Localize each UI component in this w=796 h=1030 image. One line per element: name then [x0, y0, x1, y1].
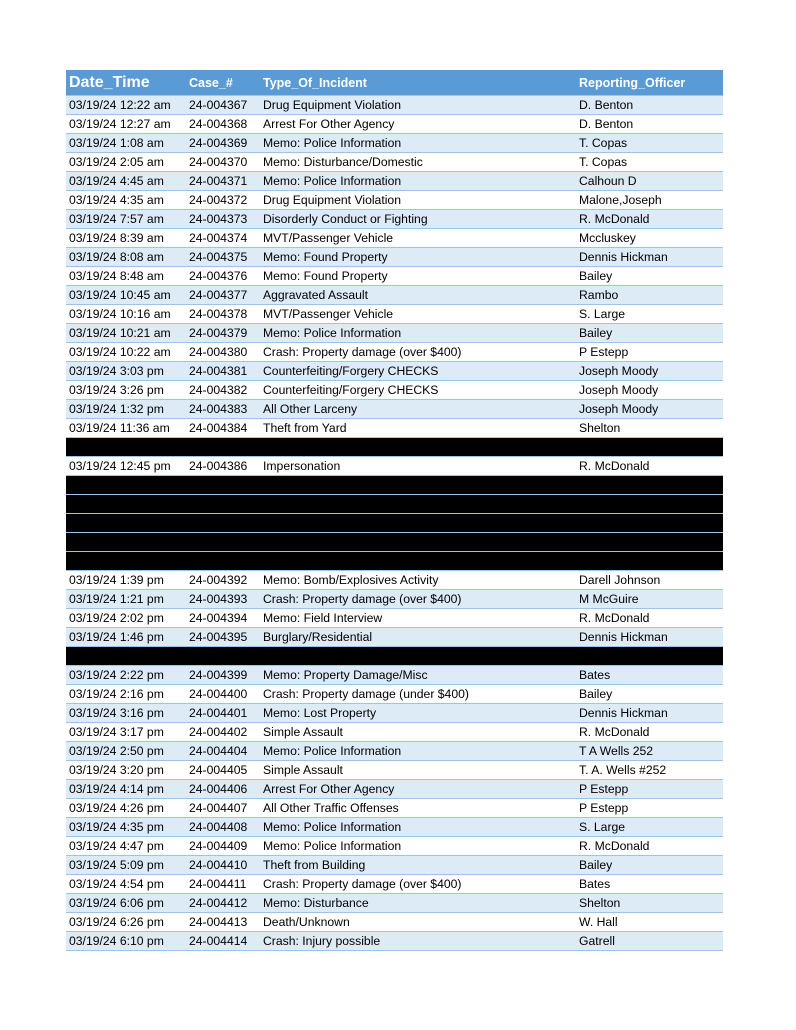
table-row: [66, 96, 723, 115]
cell-case-number: 24-004382: [186, 381, 260, 400]
header-reporting-officer: Reporting_Officer: [576, 70, 723, 96]
cell-type-of-incident: Memo: Property Damage/Misc: [260, 666, 576, 685]
cell-case-number: 24-004371: [186, 172, 260, 191]
cell-date-time: 03/19/24 8:08 am: [66, 248, 186, 267]
table-row: [66, 666, 723, 685]
cell-case-number: 24-004383: [186, 400, 260, 419]
cell-date-time: 03/19/24 8:39 am: [66, 229, 186, 248]
cell-case-number: 24-004404: [186, 742, 260, 761]
cell-case-number: 24-004373: [186, 210, 260, 229]
table-row: [66, 894, 723, 913]
cell-case-number: 24-004410: [186, 856, 260, 875]
redaction-bar: [66, 552, 723, 571]
cell-reporting-officer: Rambo: [576, 286, 723, 305]
table-row: [66, 115, 723, 134]
cell-reporting-officer: P Estepp: [576, 780, 723, 799]
cell-date-time: 03/19/24 6:06 pm: [66, 894, 186, 913]
cell-type-of-incident: Burglary/Residential: [260, 628, 576, 647]
cell-reporting-officer: R. McDonald: [576, 837, 723, 856]
cell-case-number: 24-004369: [186, 134, 260, 153]
table-row: [66, 856, 723, 875]
cell-type-of-incident: Disorderly Conduct or Fighting: [260, 210, 576, 229]
cell-date-time: 03/19/24 4:54 pm: [66, 875, 186, 894]
cell-case-number: 24-004394: [186, 609, 260, 628]
incident-log-table: [66, 70, 723, 951]
table-row: [66, 818, 723, 837]
cell-type-of-incident: Crash: Property damage (over $400): [260, 875, 576, 894]
redacted-row: [66, 476, 723, 495]
table-row: [66, 609, 723, 628]
cell-type-of-incident: Memo: Police Information: [260, 837, 576, 856]
cell-date-time: 03/19/24 2:16 pm: [66, 685, 186, 704]
cell-type-of-incident: Memo: Police Information: [260, 818, 576, 837]
cell-type-of-incident: Memo: Police Information: [260, 134, 576, 153]
cell-reporting-officer: R. McDonald: [576, 609, 723, 628]
cell-case-number: 24-004372: [186, 191, 260, 210]
table-row: [66, 400, 723, 419]
cell-reporting-officer: Bates: [576, 875, 723, 894]
cell-reporting-officer: T. A. Wells #252: [576, 761, 723, 780]
table-header-row: [66, 70, 723, 96]
table-row: [66, 685, 723, 704]
cell-date-time: 03/19/24 10:22 am: [66, 343, 186, 362]
cell-reporting-officer: Bailey: [576, 856, 723, 875]
cell-reporting-officer: S. Large: [576, 305, 723, 324]
cell-type-of-incident: Memo: Bomb/Explosives Activity: [260, 571, 576, 590]
cell-date-time: 03/19/24 4:26 pm: [66, 799, 186, 818]
table-row: [66, 457, 723, 476]
cell-case-number: 24-004392: [186, 571, 260, 590]
table-row: [66, 229, 723, 248]
cell-case-number: 24-004380: [186, 343, 260, 362]
table-row: [66, 742, 723, 761]
cell-date-time: 03/19/24 1:39 pm: [66, 571, 186, 590]
cell-reporting-officer: M McGuire: [576, 590, 723, 609]
cell-type-of-incident: All Other Larceny: [260, 400, 576, 419]
cell-date-time: 03/19/24 8:48 am: [66, 267, 186, 286]
cell-reporting-officer: R. McDonald: [576, 723, 723, 742]
table-body: [66, 96, 723, 951]
cell-date-time: 03/19/24 3:17 pm: [66, 723, 186, 742]
cell-case-number: 24-004400: [186, 685, 260, 704]
cell-type-of-incident: Memo: Police Information: [260, 742, 576, 761]
cell-case-number: 24-004405: [186, 761, 260, 780]
cell-case-number: 24-004368: [186, 115, 260, 134]
table-row: [66, 590, 723, 609]
table-row: [66, 628, 723, 647]
cell-type-of-incident: Simple Assault: [260, 761, 576, 780]
cell-reporting-officer: D. Benton: [576, 115, 723, 134]
cell-type-of-incident: Drug Equipment Violation: [260, 96, 576, 115]
header-type-of-incident: Type_Of_Incident: [260, 70, 576, 96]
cell-reporting-officer: Bailey: [576, 267, 723, 286]
cell-case-number: 24-004402: [186, 723, 260, 742]
cell-case-number: 24-004413: [186, 913, 260, 932]
cell-reporting-officer: Darell Johnson: [576, 571, 723, 590]
table-row: [66, 761, 723, 780]
cell-reporting-officer: Joseph Moody: [576, 362, 723, 381]
cell-date-time: 03/19/24 1:32 pm: [66, 400, 186, 419]
cell-date-time: 03/19/24 1:21 pm: [66, 590, 186, 609]
table-row: [66, 191, 723, 210]
table-row: [66, 723, 723, 742]
cell-type-of-incident: Counterfeiting/Forgery CHECKS: [260, 381, 576, 400]
redaction-bar: [66, 495, 723, 514]
cell-date-time: 03/19/24 4:35 am: [66, 191, 186, 210]
cell-type-of-incident: Death/Unknown: [260, 913, 576, 932]
cell-case-number: 24-004409: [186, 837, 260, 856]
cell-case-number: 24-004374: [186, 229, 260, 248]
cell-date-time: 03/19/24 4:47 pm: [66, 837, 186, 856]
table-row: [66, 324, 723, 343]
cell-reporting-officer: Joseph Moody: [576, 381, 723, 400]
header-date-time: Date_Time: [66, 70, 186, 96]
cell-reporting-officer: Bailey: [576, 324, 723, 343]
cell-type-of-incident: Simple Assault: [260, 723, 576, 742]
cell-date-time: 03/19/24 2:22 pm: [66, 666, 186, 685]
cell-date-time: 03/19/24 11:36 am: [66, 419, 186, 438]
cell-type-of-incident: Counterfeiting/Forgery CHECKS: [260, 362, 576, 381]
cell-type-of-incident: Arrest For Other Agency: [260, 115, 576, 134]
cell-date-time: 03/19/24 4:45 am: [66, 172, 186, 191]
cell-reporting-officer: Malone,Joseph: [576, 191, 723, 210]
cell-reporting-officer: Calhoun D: [576, 172, 723, 191]
cell-type-of-incident: Aggravated Assault: [260, 286, 576, 305]
cell-reporting-officer: Dennis Hickman: [576, 628, 723, 647]
cell-case-number: 24-004384: [186, 419, 260, 438]
cell-case-number: 24-004378: [186, 305, 260, 324]
cell-case-number: 24-004367: [186, 96, 260, 115]
cell-date-time: 03/19/24 7:57 am: [66, 210, 186, 229]
table-row: [66, 210, 723, 229]
cell-case-number: 24-004386: [186, 457, 260, 476]
redacted-row: [66, 495, 723, 514]
cell-type-of-incident: MVT/Passenger Vehicle: [260, 305, 576, 324]
cell-reporting-officer: T. Copas: [576, 134, 723, 153]
cell-date-time: 03/19/24 3:26 pm: [66, 381, 186, 400]
cell-date-time: 03/19/24 1:08 am: [66, 134, 186, 153]
cell-case-number: 24-004377: [186, 286, 260, 305]
table-row: [66, 875, 723, 894]
cell-reporting-officer: P Estepp: [576, 343, 723, 362]
cell-type-of-incident: Memo: Police Information: [260, 324, 576, 343]
table-row: [66, 419, 723, 438]
cell-type-of-incident: Theft from Building: [260, 856, 576, 875]
cell-type-of-incident: All Other Traffic Offenses: [260, 799, 576, 818]
cell-type-of-incident: Crash: Property damage (over $400): [260, 590, 576, 609]
cell-reporting-officer: Gatrell: [576, 932, 723, 951]
redacted-row: [66, 514, 723, 533]
cell-case-number: 24-004393: [186, 590, 260, 609]
cell-case-number: 24-004395: [186, 628, 260, 647]
cell-date-time: 03/19/24 3:16 pm: [66, 704, 186, 723]
cell-reporting-officer: Joseph Moody: [576, 400, 723, 419]
cell-case-number: 24-004381: [186, 362, 260, 381]
cell-type-of-incident: Memo: Field Interview: [260, 609, 576, 628]
cell-type-of-incident: Memo: Disturbance/Domestic: [260, 153, 576, 172]
redacted-row: [66, 438, 723, 457]
cell-reporting-officer: Dennis Hickman: [576, 248, 723, 267]
cell-date-time: 03/19/24 3:20 pm: [66, 761, 186, 780]
cell-case-number: 24-004375: [186, 248, 260, 267]
table-row: [66, 305, 723, 324]
cell-date-time: 03/19/24 12:45 pm: [66, 457, 186, 476]
cell-date-time: 03/19/24 4:14 pm: [66, 780, 186, 799]
table-row: [66, 172, 723, 191]
cell-reporting-officer: S. Large: [576, 818, 723, 837]
cell-case-number: 24-004376: [186, 267, 260, 286]
cell-case-number: 24-004414: [186, 932, 260, 951]
table-row: [66, 248, 723, 267]
redaction-bar: [66, 514, 723, 533]
table-row: [66, 571, 723, 590]
cell-type-of-incident: Drug Equipment Violation: [260, 191, 576, 210]
cell-type-of-incident: Memo: Lost Property: [260, 704, 576, 723]
cell-type-of-incident: Crash: Property damage (under $400): [260, 685, 576, 704]
cell-date-time: 03/19/24 4:35 pm: [66, 818, 186, 837]
table-row: [66, 780, 723, 799]
cell-case-number: 24-004399: [186, 666, 260, 685]
table-row: [66, 837, 723, 856]
table-row: [66, 286, 723, 305]
cell-date-time: 03/19/24 2:05 am: [66, 153, 186, 172]
table-row: [66, 704, 723, 723]
cell-reporting-officer: Dennis Hickman: [576, 704, 723, 723]
cell-reporting-officer: T A Wells 252: [576, 742, 723, 761]
cell-date-time: 03/19/24 2:50 pm: [66, 742, 186, 761]
cell-reporting-officer: Shelton: [576, 894, 723, 913]
cell-type-of-incident: Crash: Property damage (over $400): [260, 343, 576, 362]
cell-type-of-incident: Theft from Yard: [260, 419, 576, 438]
cell-reporting-officer: Shelton: [576, 419, 723, 438]
cell-date-time: 03/19/24 10:45 am: [66, 286, 186, 305]
cell-type-of-incident: Memo: Found Property: [260, 267, 576, 286]
cell-date-time: 03/19/24 12:22 am: [66, 96, 186, 115]
cell-case-number: 24-004411: [186, 875, 260, 894]
header-case-number: Case_#: [186, 70, 260, 96]
table-row: [66, 381, 723, 400]
cell-reporting-officer: Bailey: [576, 685, 723, 704]
table-row: [66, 932, 723, 951]
cell-date-time: 03/19/24 6:10 pm: [66, 932, 186, 951]
cell-case-number: 24-004401: [186, 704, 260, 723]
cell-date-time: 03/19/24 6:26 pm: [66, 913, 186, 932]
cell-reporting-officer: Bates: [576, 666, 723, 685]
cell-type-of-incident: Crash: Injury possible: [260, 932, 576, 951]
cell-date-time: 03/19/24 3:03 pm: [66, 362, 186, 381]
table-row: [66, 913, 723, 932]
cell-case-number: 24-004370: [186, 153, 260, 172]
cell-type-of-incident: Memo: Disturbance: [260, 894, 576, 913]
cell-type-of-incident: MVT/Passenger Vehicle: [260, 229, 576, 248]
cell-reporting-officer: R. McDonald: [576, 210, 723, 229]
cell-reporting-officer: W. Hall: [576, 913, 723, 932]
cell-reporting-officer: Mccluskey: [576, 229, 723, 248]
cell-type-of-incident: Memo: Found Property: [260, 248, 576, 267]
cell-type-of-incident: Impersonation: [260, 457, 576, 476]
cell-date-time: 03/19/24 1:46 pm: [66, 628, 186, 647]
cell-case-number: 24-004406: [186, 780, 260, 799]
table-row: [66, 153, 723, 172]
cell-date-time: 03/19/24 5:09 pm: [66, 856, 186, 875]
table-row: [66, 799, 723, 818]
redacted-row: [66, 647, 723, 666]
cell-date-time: 03/19/24 10:16 am: [66, 305, 186, 324]
cell-case-number: 24-004408: [186, 818, 260, 837]
cell-reporting-officer: D. Benton: [576, 96, 723, 115]
cell-date-time: 03/19/24 2:02 pm: [66, 609, 186, 628]
cell-type-of-incident: Arrest For Other Agency: [260, 780, 576, 799]
cell-reporting-officer: P Estepp: [576, 799, 723, 818]
redacted-row: [66, 533, 723, 552]
redacted-row: [66, 552, 723, 571]
redaction-bar: [66, 533, 723, 552]
table-row: [66, 343, 723, 362]
table-row: [66, 267, 723, 286]
cell-case-number: 24-004412: [186, 894, 260, 913]
cell-case-number: 24-004379: [186, 324, 260, 343]
redaction-bar: [66, 438, 723, 457]
cell-type-of-incident: Memo: Police Information: [260, 172, 576, 191]
cell-date-time: 03/19/24 12:27 am: [66, 115, 186, 134]
cell-reporting-officer: R. McDonald: [576, 457, 723, 476]
table-row: [66, 134, 723, 153]
redaction-bar: [66, 476, 723, 495]
cell-case-number: 24-004407: [186, 799, 260, 818]
redaction-bar: [66, 647, 723, 666]
table-row: [66, 362, 723, 381]
cell-reporting-officer: T. Copas: [576, 153, 723, 172]
cell-date-time: 03/19/24 10:21 am: [66, 324, 186, 343]
